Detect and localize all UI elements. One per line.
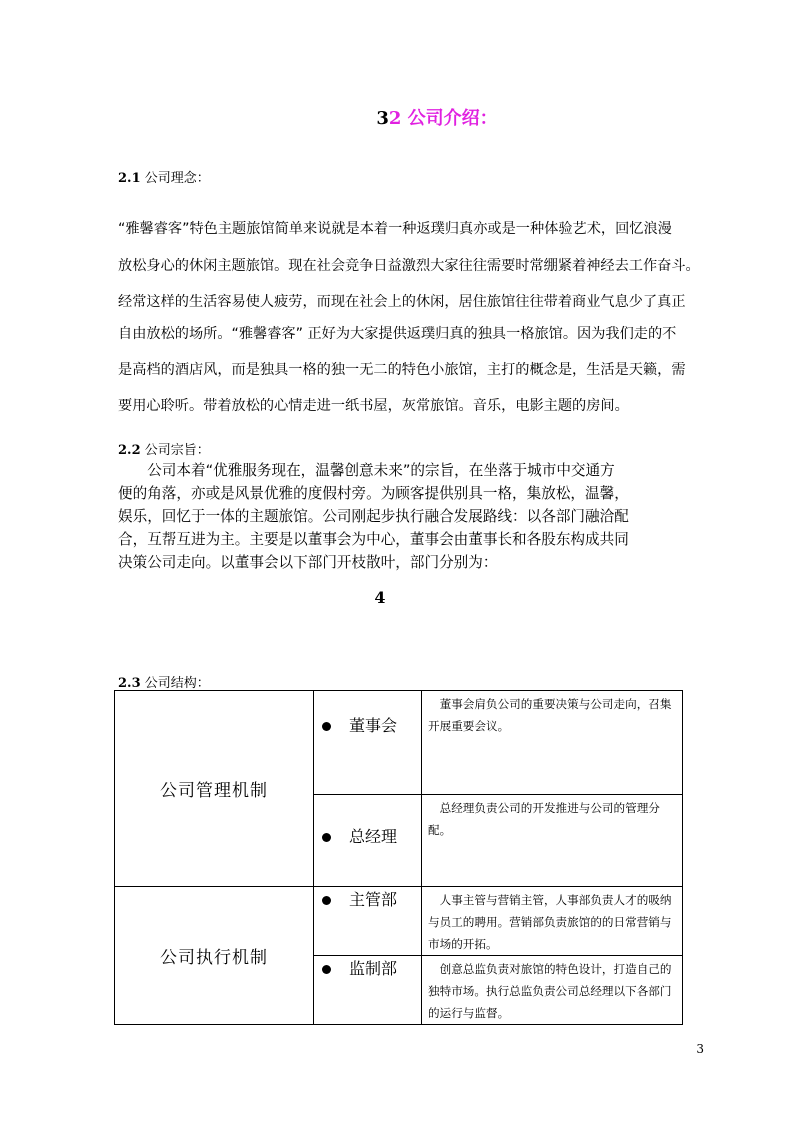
role-description: 创意总监负责对旅馆的特色设计，打造自己的独特市场。执行总监负责公司总经理以下各部门的运行与监督。: [422, 956, 683, 1025]
paragraph-line: 决策公司走向。以董事会以下部门开枝散叶，部门分别为：: [118, 554, 498, 571]
section-heading-structure: 2.3 公司结构：: [118, 676, 210, 691]
role-cell: [314, 887, 422, 956]
role-name: 董事会: [349, 716, 398, 735]
table-row: [115, 691, 683, 795]
paragraph-line: 经常这样的生活容易使人疲劳，而现在社会上的休闲，居住旅馆往往带着商业气息少了真正: [118, 294, 686, 310]
role-name: 监制部: [349, 959, 398, 978]
role-name: 主管部: [349, 890, 398, 909]
paragraph-line: 便的角落，亦或是风景优雅的度假村旁。为顾客提供别具一格，集放松，温馨，: [118, 485, 629, 502]
bullet-icon: [322, 896, 331, 905]
paragraph-line: 自由放松的场所。“雅馨睿客” 正好为大家提供返璞归真的独具一格旅馆。因为我们走的不: [118, 326, 677, 342]
footer-page-number: 3: [696, 1042, 704, 1056]
bullet-icon: [322, 833, 331, 842]
paragraph-line: “雅馨睿客”特色主题旅馆简单来说就是本着一种返璞归真亦或是一种体验艺术，回忆浪漫: [118, 221, 672, 237]
bullet-icon: [322, 722, 331, 731]
paragraph-line: 是高档的酒店风，而是独具一格的独一无二的特色小旅馆，主打的概念是，生活是天籁，需: [118, 362, 686, 378]
paragraph-line: 要用心聆听。带着放松的心情走进一纸书屋，灰常旅馆。音乐，电影主题的房间。: [118, 398, 629, 414]
mechanism-cell: 公司管理机制: [115, 691, 314, 887]
table-row: [115, 887, 683, 956]
role-cell: [314, 691, 422, 795]
role-description: 总经理负责公司的开发推进与公司的管理分配。: [422, 795, 683, 887]
role-cell: [314, 795, 422, 887]
page-title: [0, 104, 794, 130]
section-heading-mission: 2.2 公司宗旨：: [118, 443, 210, 458]
mid-page-number: 4: [374, 588, 386, 607]
title-number: 3: [376, 108, 389, 129]
section-heading-philosophy: 2.1 公司理念：: [118, 171, 210, 186]
paragraph-line: 放松身心的休闲主题旅馆。现在社会竞争日益激烈大家往往需要时常绷紧着神经去工作奋斗。: [118, 258, 700, 274]
role-name: 总经理: [349, 827, 398, 846]
org-structure-table: [114, 690, 683, 1025]
role-description: 董事会肩负公司的重要决策与公司走向，召集开展重要会议。: [422, 691, 683, 795]
bullet-icon: [322, 965, 331, 974]
paragraph-line: 公司本着“优雅服务现在，温馨创意未来”的宗旨，在坐落于城市中交通方: [118, 462, 615, 479]
role-description: 人事主管与营销主管，人事部负责人才的吸纳与员工的聘用。营销部负责旅馆的的日常营销与市场的开拓。: [422, 887, 683, 956]
paragraph-line: 娱乐，回忆于一体的主题旅馆。公司刚起步执行融合发展路线：以各部门融洽配: [118, 508, 629, 525]
role-cell: [314, 956, 422, 1025]
mechanism-cell: 公司执行机制: [115, 887, 314, 1025]
title-text: 2 公司介绍：: [388, 108, 498, 129]
paragraph-line: 合，互帮互进为主。主要是以董事会为中心，董事会由董事长和各股东构成共同: [118, 531, 629, 548]
